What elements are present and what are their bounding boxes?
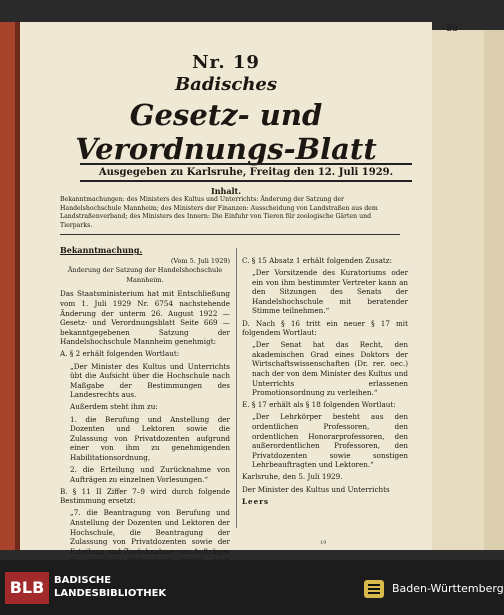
quote: 1. die Berufung und Anstellung der Dozenten und Lektoren sowie die Zulassung von Privatdozenten aufgrund einer von ihm zu genehmigenden Habilitationsordnung, xyxy=(70,414,230,462)
library-name-line-1: BADISCHE xyxy=(54,575,112,586)
library-name xyxy=(54,574,166,600)
page-edge-strip xyxy=(484,30,504,550)
paragraph: C. § 15 Absatz 1 erhält folgenden Zusatz: xyxy=(242,256,393,265)
quote: 2. die Erteilung und Zurücknahme von Aufträgen zu einzelnen Vorlesungen.“ xyxy=(70,464,230,484)
left-column xyxy=(60,246,230,578)
blb-logo: BLB xyxy=(5,572,49,604)
quote: Außerdem steht ihm zu: xyxy=(70,402,158,412)
quote: „Der Minister des Kultus und Unterrichts übt die Aufsicht über die Hochschule nach Maßgabe der Bestimmungen des Landesrechts aus. xyxy=(70,361,230,400)
paragraph: E. § 17 erhält als § 18 folgenden Wortlaut: xyxy=(242,400,396,410)
quote: „7. die Beantragung von Berufung und Anstellung der Dozenten und Lektoren der Hochschule, die Beantragung der Zulassung von Privatdozenten sowie der Erteilung und Zurücknahme von Aufträgen xyxy=(70,508,230,556)
paragraph: A. § 2 erhält folgenden Wortlaut: xyxy=(60,349,180,359)
page-number: 89 xyxy=(446,24,459,34)
book-binding xyxy=(0,22,20,550)
title-line-1: Badisches xyxy=(174,74,278,95)
issue-number: Nr. 19 xyxy=(192,52,260,73)
footnote-number: 19 xyxy=(320,540,327,546)
quote: „Der Senat hat das Recht, den akademischen Grad eines Doktors der Wirtschaftswissenschaften (Dr. rer. oec.) nach der von dem Minister des Kultus und Unterrichts erlassenen Promotionsordnung zu verleihen.“ xyxy=(252,340,408,398)
contents-title: Inhalt. xyxy=(210,186,242,196)
right-column xyxy=(242,256,408,509)
issue-date: Ausgegeben zu Karlsruhe, Freitag den 12. Juli 1929. xyxy=(80,163,412,182)
announcement-date: (Vom 5. Juli 1929) xyxy=(170,256,230,265)
announcement-heading: Bekanntmachung. xyxy=(60,245,143,255)
state-name: Baden-Württemberg xyxy=(392,582,504,595)
library-name-line-2: LANDESBIBLIOTHEK xyxy=(54,588,167,599)
document-page xyxy=(20,22,432,556)
place-date: Karlsruhe, den 5. Juli 1929. xyxy=(242,472,343,482)
title-line-2: Gesetz- und Verordnungs-Blatt xyxy=(75,98,377,166)
coat-of-arms-icon xyxy=(362,578,386,600)
quote: „Der Vorsitzende des Kuratoriums oder ein von ihm bestimmter Vertreter kann an den Sitzungen des Senats der Handelshochschule mit beratender Stimme teilnehmen.“ xyxy=(252,268,408,316)
authority: Der Minister des Kultus und Unterrichts xyxy=(242,484,390,494)
paragraph: Das Staatsministerium hat mit Entschließung vom 1. Juli 1929 Nr. 6754 nachstehende Änderung der unterm 26. August 1922 — Gesetz- und Verordnungsblatt Seite 669 — bekanntgegebenen Satzung der Handelshochschule Mannheim genehmigt: xyxy=(60,289,230,347)
contents-divider xyxy=(60,234,400,235)
quote: „Der Lehrkörper besteht aus den ordentlichen Professoren, den ordentlichen Honorarprofessoren, den außerordentlichen Professoren, den Privatdozenten sowie sonstigen Lehrbeauftragten und Lektoren.“ xyxy=(252,412,408,470)
announcement-subtitle: Änderung der Satzung der Handelshochschule Mannheim. xyxy=(67,266,223,284)
page-edge xyxy=(432,30,484,550)
column-divider xyxy=(236,248,237,528)
paragraph: D. Nach § 16 tritt ein neuer § 17 mit folgendem Wortlaut: xyxy=(242,318,408,338)
contents-text: Bekanntmachungen: des Ministers des Kultus und Unterrichts: Änderung der Satzung der Handelshochschule Mannheim; des Ministers der Finanzen: Ausscheidung von Landstraßen aus dem Landstraßenverband; des Ministers des Innern: Die Einfuhr von Tieren für zoologische Gärten und Tierparks. xyxy=(60,196,378,229)
signature: Leers xyxy=(242,496,270,506)
paragraph: B. § 11 II Ziffer 7–9 wird durch folgende Bestimmung ersetzt: xyxy=(60,486,230,506)
